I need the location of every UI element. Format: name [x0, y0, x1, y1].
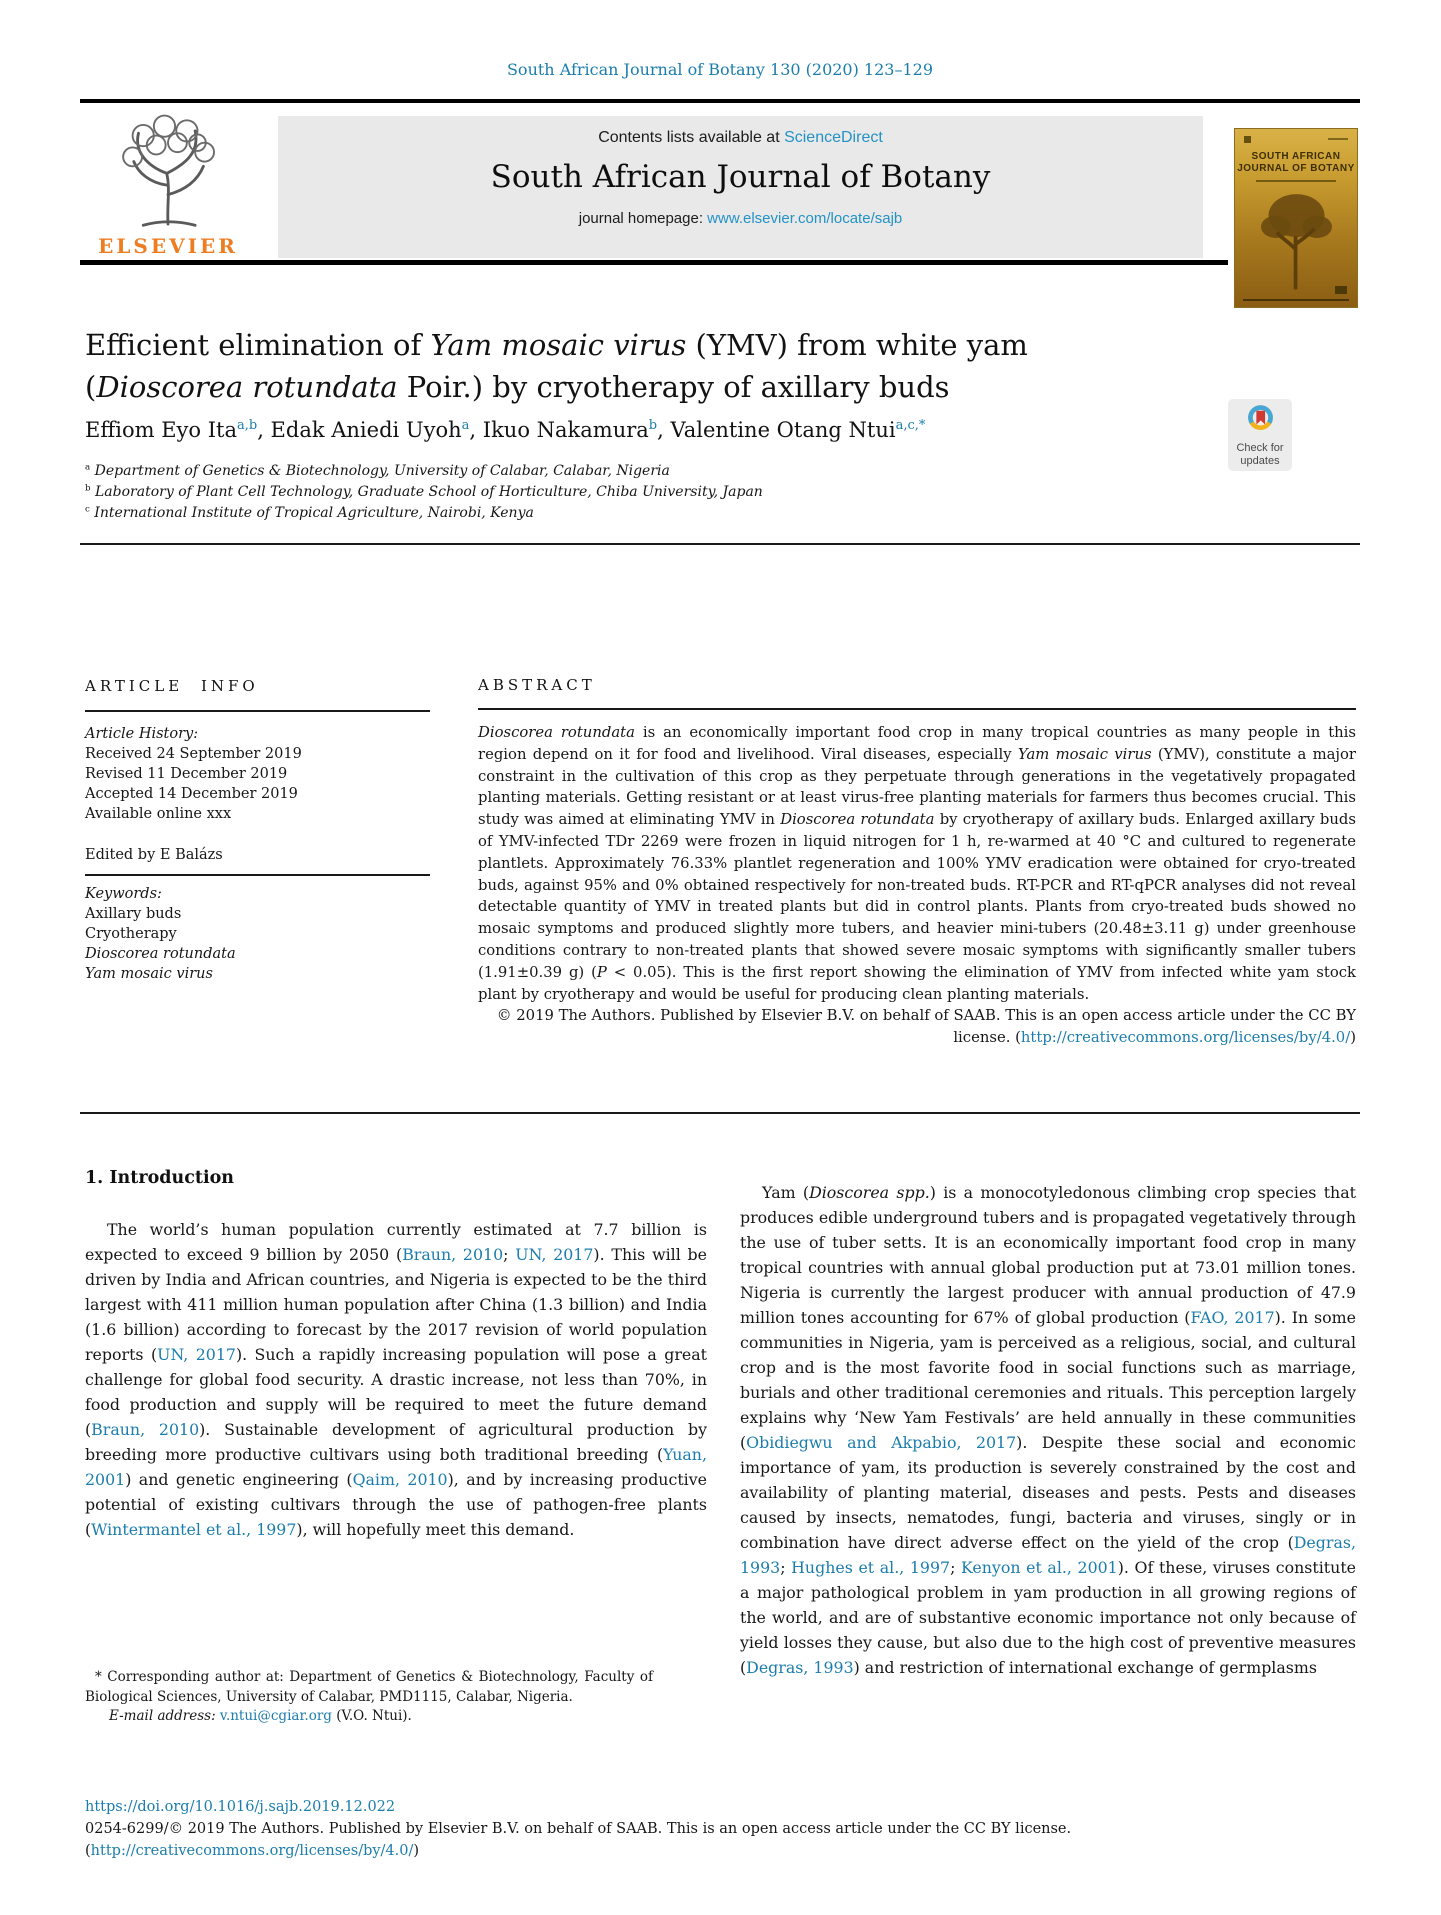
text-segment: b	[85, 483, 91, 494]
introduction-paragraph-2	[740, 1180, 1356, 1680]
text-segment: ). This will be driven by India and African countries, and Nigeria is expected to be the third largest with 411 million human population after China (1.3 billion) and India (1.6 billion) according to forecast by the 2017 revision of world population reports (	[85, 1245, 708, 1364]
article-history-label: Article History:	[85, 726, 199, 742]
footnote-address	[85, 1668, 653, 1707]
cover-title-line1: SOUTH AFRICAN	[1251, 151, 1341, 162]
keywords-label: Keywords:	[85, 886, 162, 902]
text-segment: , Edak Aniedi Uyoh	[257, 418, 462, 442]
text-segment: Axillary buds	[85, 906, 182, 922]
footnote-email	[85, 1707, 653, 1727]
affiliation-b	[85, 482, 763, 503]
article-title	[85, 324, 1028, 408]
text-segment: ;	[950, 1558, 961, 1577]
cover-title-line2: JOURNAL OF BOTANY	[1237, 163, 1355, 174]
text-segment: Contents lists available at	[598, 129, 785, 146]
text-segment: Laboratory of Plant Cell Technology, Graduate School of Horticulture, Chiba University, Japan	[90, 484, 763, 500]
introduction-paragraph-1	[85, 1217, 707, 1542]
text-segment: c	[85, 504, 90, 515]
inline-link[interactable]: www.elsevier.com/locate/sajb	[707, 210, 903, 227]
inline-link[interactable]: Obidiegwu and Akpabio, 2017	[746, 1433, 1017, 1452]
issn-copyright-line	[85, 1818, 1360, 1862]
text-segment: P	[596, 963, 607, 981]
journal-citation: South African Journal of Botany 130 (2020) 123–129	[506, 60, 934, 79]
cover-top-rule	[1328, 138, 1348, 140]
text-segment: Dioscorea rotundata	[96, 370, 398, 404]
affiliation-a	[85, 461, 763, 482]
contents-line	[278, 129, 1203, 147]
text-segment: ). Such a rapidly increasing population will pose a great challenge for global food security. A drastic increase, not less than 70%, in food production and supply will be required to meet the future demand (	[85, 1345, 707, 1439]
journal-cover-thumbnail	[1234, 128, 1358, 308]
text-segment: International Institute of Tropical Agriculture, Nairobi, Kenya	[89, 505, 534, 521]
article-info-section	[85, 676, 430, 984]
inline-link[interactable]: Yuan, 2001	[85, 1445, 707, 1489]
divider-top	[80, 99, 1360, 103]
text-segment: ). Despite these social and economic importance of yam, its production is severely constrained by the cost and availability of planting material, diseases and pests. Pests and diseases caused by insects, nematodes, fungi, bacteria and viruses, singly or in combination have direct adverse effect on the yield of the crop (	[740, 1433, 1356, 1552]
affiliations	[85, 461, 763, 524]
text-segment: Dioscorea rotundata	[780, 811, 935, 829]
inline-link[interactable]: FAO, 2017	[1190, 1308, 1275, 1327]
article-title-line1	[85, 324, 1028, 366]
text-segment: ;	[503, 1245, 516, 1264]
text-segment: < 0.05). This is the first report showing the elimination of YMV from infected white yam stock plant by cryotherapy and would be useful for producing clean planting materials.	[478, 963, 1356, 1003]
text-segment: ), will hopefully meet this demand.	[296, 1520, 575, 1539]
text-segment: Department of Genetics & Biotechnology, University of Calabar, Calabar, Nigeria	[90, 463, 670, 479]
crossmark-icon	[1244, 403, 1277, 443]
text-segment: Yam mosaic virus	[1017, 745, 1152, 763]
body-column-left	[85, 1168, 707, 1542]
abstract-text	[478, 722, 1356, 1005]
inline-link[interactable]: http://creativecommons.org/licenses/by/4.0/	[90, 1843, 414, 1859]
text-segment: (V.O. Ntui).	[331, 1708, 412, 1724]
text-segment: (YMV), constitute a major constraint in the cultivation of this crop as they perpetuate through generations in the vegetatively propagated planting materials. Getting resistant or at least virus-free planting materials for farmers thus becomes crucial. This study was aimed at eliminating YMV in	[478, 745, 1356, 829]
text-segment: Dioscorea rotundata	[85, 946, 236, 962]
check-for-updates-badge[interactable]	[1228, 399, 1292, 471]
body-column-right	[740, 1180, 1356, 1680]
inline-link[interactable]: ScienceDirect	[784, 129, 883, 146]
keyword-item	[85, 964, 430, 984]
text-segment: )	[1350, 1029, 1356, 1047]
text-segment: journal homepage:	[578, 210, 708, 227]
keyword-item	[85, 924, 430, 944]
text-segment: (YMV) from white yam	[686, 328, 1028, 362]
history-accepted: Accepted 14 December 2019	[85, 786, 298, 802]
inline-link[interactable]: Degras, 1993	[740, 1533, 1356, 1577]
journal-name: South African Journal of Botany	[490, 159, 991, 195]
inline-link[interactable]: Braun, 2010	[402, 1245, 504, 1264]
inline-link[interactable]: b	[648, 418, 658, 433]
text-segment: Efficient elimination of	[85, 328, 431, 362]
author-list	[85, 418, 925, 442]
text-segment: Yam mosaic virus	[430, 328, 687, 362]
introduction-heading: 1. Introduction	[85, 1168, 234, 1188]
text-segment: ). In some communities in Nigeria, yam is perceived as a religious, social, and cultural crop and is the most favorite food in social functions such as marriage, burials and other traditional ceremonies and rituals. This perception largely explains why ‘New Yam Festivals’ are held annually in these communities (	[740, 1308, 1356, 1452]
text-segment: ;	[780, 1558, 792, 1577]
check-badge-label-line1: Check for	[1236, 442, 1284, 455]
elsevier-wordmark: ELSEVIER	[98, 234, 238, 258]
text-segment: ) is a monocotyledonous climbing crop species that produces edible underground tubers and is propagated vegetatively through the use of tuber setts. It is an economically important food crop in many tropical countries with annual global production put at 73.01 million tones. Nigeria is currently the largest producer with annual production of 47.9 million tones accounting for 67% of global production (	[740, 1183, 1357, 1327]
text-segment: ), and by increasing productive potential of existing cultivars through the use of pathogen-free plants (	[85, 1470, 707, 1539]
inline-link[interactable]: Wintermantel et al., 1997	[91, 1520, 297, 1539]
text-segment: 0254-6299/© 2019 The Authors. Published by Elsevier B.V. on behalf of SAAB. This is an open access article under the CC BY license. (	[85, 1821, 1072, 1859]
page-footer	[85, 1796, 1360, 1862]
text-segment: * Corresponding author at: Department of Genetics & Biotechnology, Faculty of Biological Sciences, University of Calabar, PMD1115, Calabar, Nigeria.	[85, 1669, 653, 1705]
inline-link[interactable]: UN, 2017	[157, 1345, 236, 1364]
cover-logo-mark	[1244, 136, 1251, 143]
text-segment: (	[85, 370, 97, 404]
divider	[85, 874, 430, 876]
text-segment: Dioscorea rotundata	[478, 724, 635, 741]
edited-by: Edited by E Balázs	[85, 847, 223, 863]
text-segment: ) and restriction of international exchange of germplasms	[853, 1658, 1317, 1677]
abstract-copyright	[478, 1005, 1356, 1049]
inline-link[interactable]: UN, 2017	[515, 1245, 594, 1264]
article-title-line2	[85, 366, 1028, 408]
divider-article-info-top	[80, 543, 1360, 545]
text-segment: by cryotherapy of axillary buds. Enlarged axillary buds of YMV-infected TDr 2269 were frozen in liquid nitrogen for 1 h, re-warmed at 40 °C and cultured to regenerate plantlets. Approximately 76.33% plantlet regeneration and 100% YMV eradication were obtained for cryo-treated buds, against 95% and 0% obtained respectively for non-treated buds. RT-PCR and RT-qPCR analyses did not reveal detectable quantity of YMV in treated plants but did in control plants. Plants from cryo-treated buds showed no mosaic symptoms and produced slightly more tubers, and heavier mini-tubers (20.48±3.11 g) under greenhouse conditions contrary to non-treated plants that showed severe mosaic symptoms with significantly smaller tubers (1.91±0.39 g) (	[478, 811, 1356, 981]
cover-bottom-rule	[1243, 299, 1349, 301]
history-revised: Revised 11 December 2019	[85, 766, 288, 782]
text-segment: , Valentine Otang Ntui	[657, 418, 896, 442]
history-available: Available online xxx	[85, 806, 232, 822]
corresponding-author-footnote	[85, 1668, 653, 1727]
text-segment: ). Sustainable development of agricultural production by breeding more productive cultivars using both traditional breeding (	[85, 1420, 708, 1464]
inline-link[interactable]: Kenyon et al., 2001	[961, 1558, 1118, 1577]
text-segment: is an economically important food crop in many tropical countries as many people in this region depend on it for food and livelihood. Viral diseases, especially	[478, 724, 1356, 763]
inline-link[interactable]: v.ntui@cgiar.org	[219, 1708, 332, 1724]
text-segment: Cryotherapy	[85, 926, 177, 942]
inline-link[interactable]: http://creativecommons.org/licenses/by/4.0/	[1020, 1029, 1351, 1047]
text-segment: a	[85, 462, 91, 473]
cover-emblem	[1335, 286, 1347, 294]
affiliation-c	[85, 503, 763, 524]
cover-tree-icon	[1249, 182, 1344, 298]
text-segment: Yam mosaic virus	[85, 966, 213, 982]
check-badge-label-line2: updates	[1240, 454, 1280, 467]
text-segment: Dioscorea spp.	[809, 1183, 930, 1202]
keyword-item	[85, 944, 430, 964]
inline-link[interactable]: Hughes et al., 1997	[791, 1558, 951, 1577]
text-segment: Effiom Eyo Ita	[85, 418, 237, 442]
text-segment: Yam (	[762, 1183, 810, 1202]
elsevier-tree-icon	[98, 215, 238, 234]
text-segment: E-mail address:	[109, 1708, 216, 1724]
text-segment: © 2019 The Authors. Published by Elsevier B.V. on behalf of SAAB. This is an open access article under the CC BY license. (	[496, 1007, 1356, 1047]
doi-link[interactable]: https://doi.org/10.1016/j.sajb.2019.12.022	[85, 1799, 396, 1815]
divider-header-bottom	[80, 260, 1228, 265]
journal-header-box	[278, 116, 1203, 258]
inline-link[interactable]: a	[461, 418, 470, 433]
text-segment: )	[413, 1843, 420, 1859]
keyword-item	[85, 904, 430, 924]
divider	[478, 708, 1356, 710]
abstract-section	[478, 676, 1356, 1049]
homepage-line	[278, 210, 1203, 227]
text-segment: , Ikuo Nakamura	[469, 418, 649, 442]
text-segment: ) and genetic engineering (	[125, 1470, 353, 1489]
abstract-heading: ABSTRACT	[478, 676, 596, 694]
article-info-heading: ARTICLE INFO	[85, 677, 259, 695]
history-received: Received 24 September 2019	[85, 746, 302, 762]
divider-abstract-bottom	[80, 1112, 1360, 1114]
inline-link[interactable]: Degras, 1993	[746, 1658, 854, 1677]
elsevier-logo[interactable]	[84, 112, 252, 258]
text-segment: The world’s human population currently estimated at 7.7 billion is expected to exceed 9 billion by 2050 (	[85, 1220, 707, 1264]
divider	[85, 710, 430, 712]
text-segment: Poir.) by cryotherapy of axillary buds	[397, 370, 950, 404]
inline-link[interactable]: a,c,*	[895, 418, 926, 433]
text-segment: ). Of these, viruses constitute a major pathological problem in yam production in all growing regions of the world, and are of substantive economic importance not only because of yield losses they cause, but also due to the high cost of preventive measures (	[740, 1558, 1357, 1677]
inline-link[interactable]: Qaim, 2010	[352, 1470, 448, 1489]
inline-link[interactable]: Braun, 2010	[91, 1420, 200, 1439]
inline-link[interactable]: a,b	[236, 418, 258, 433]
